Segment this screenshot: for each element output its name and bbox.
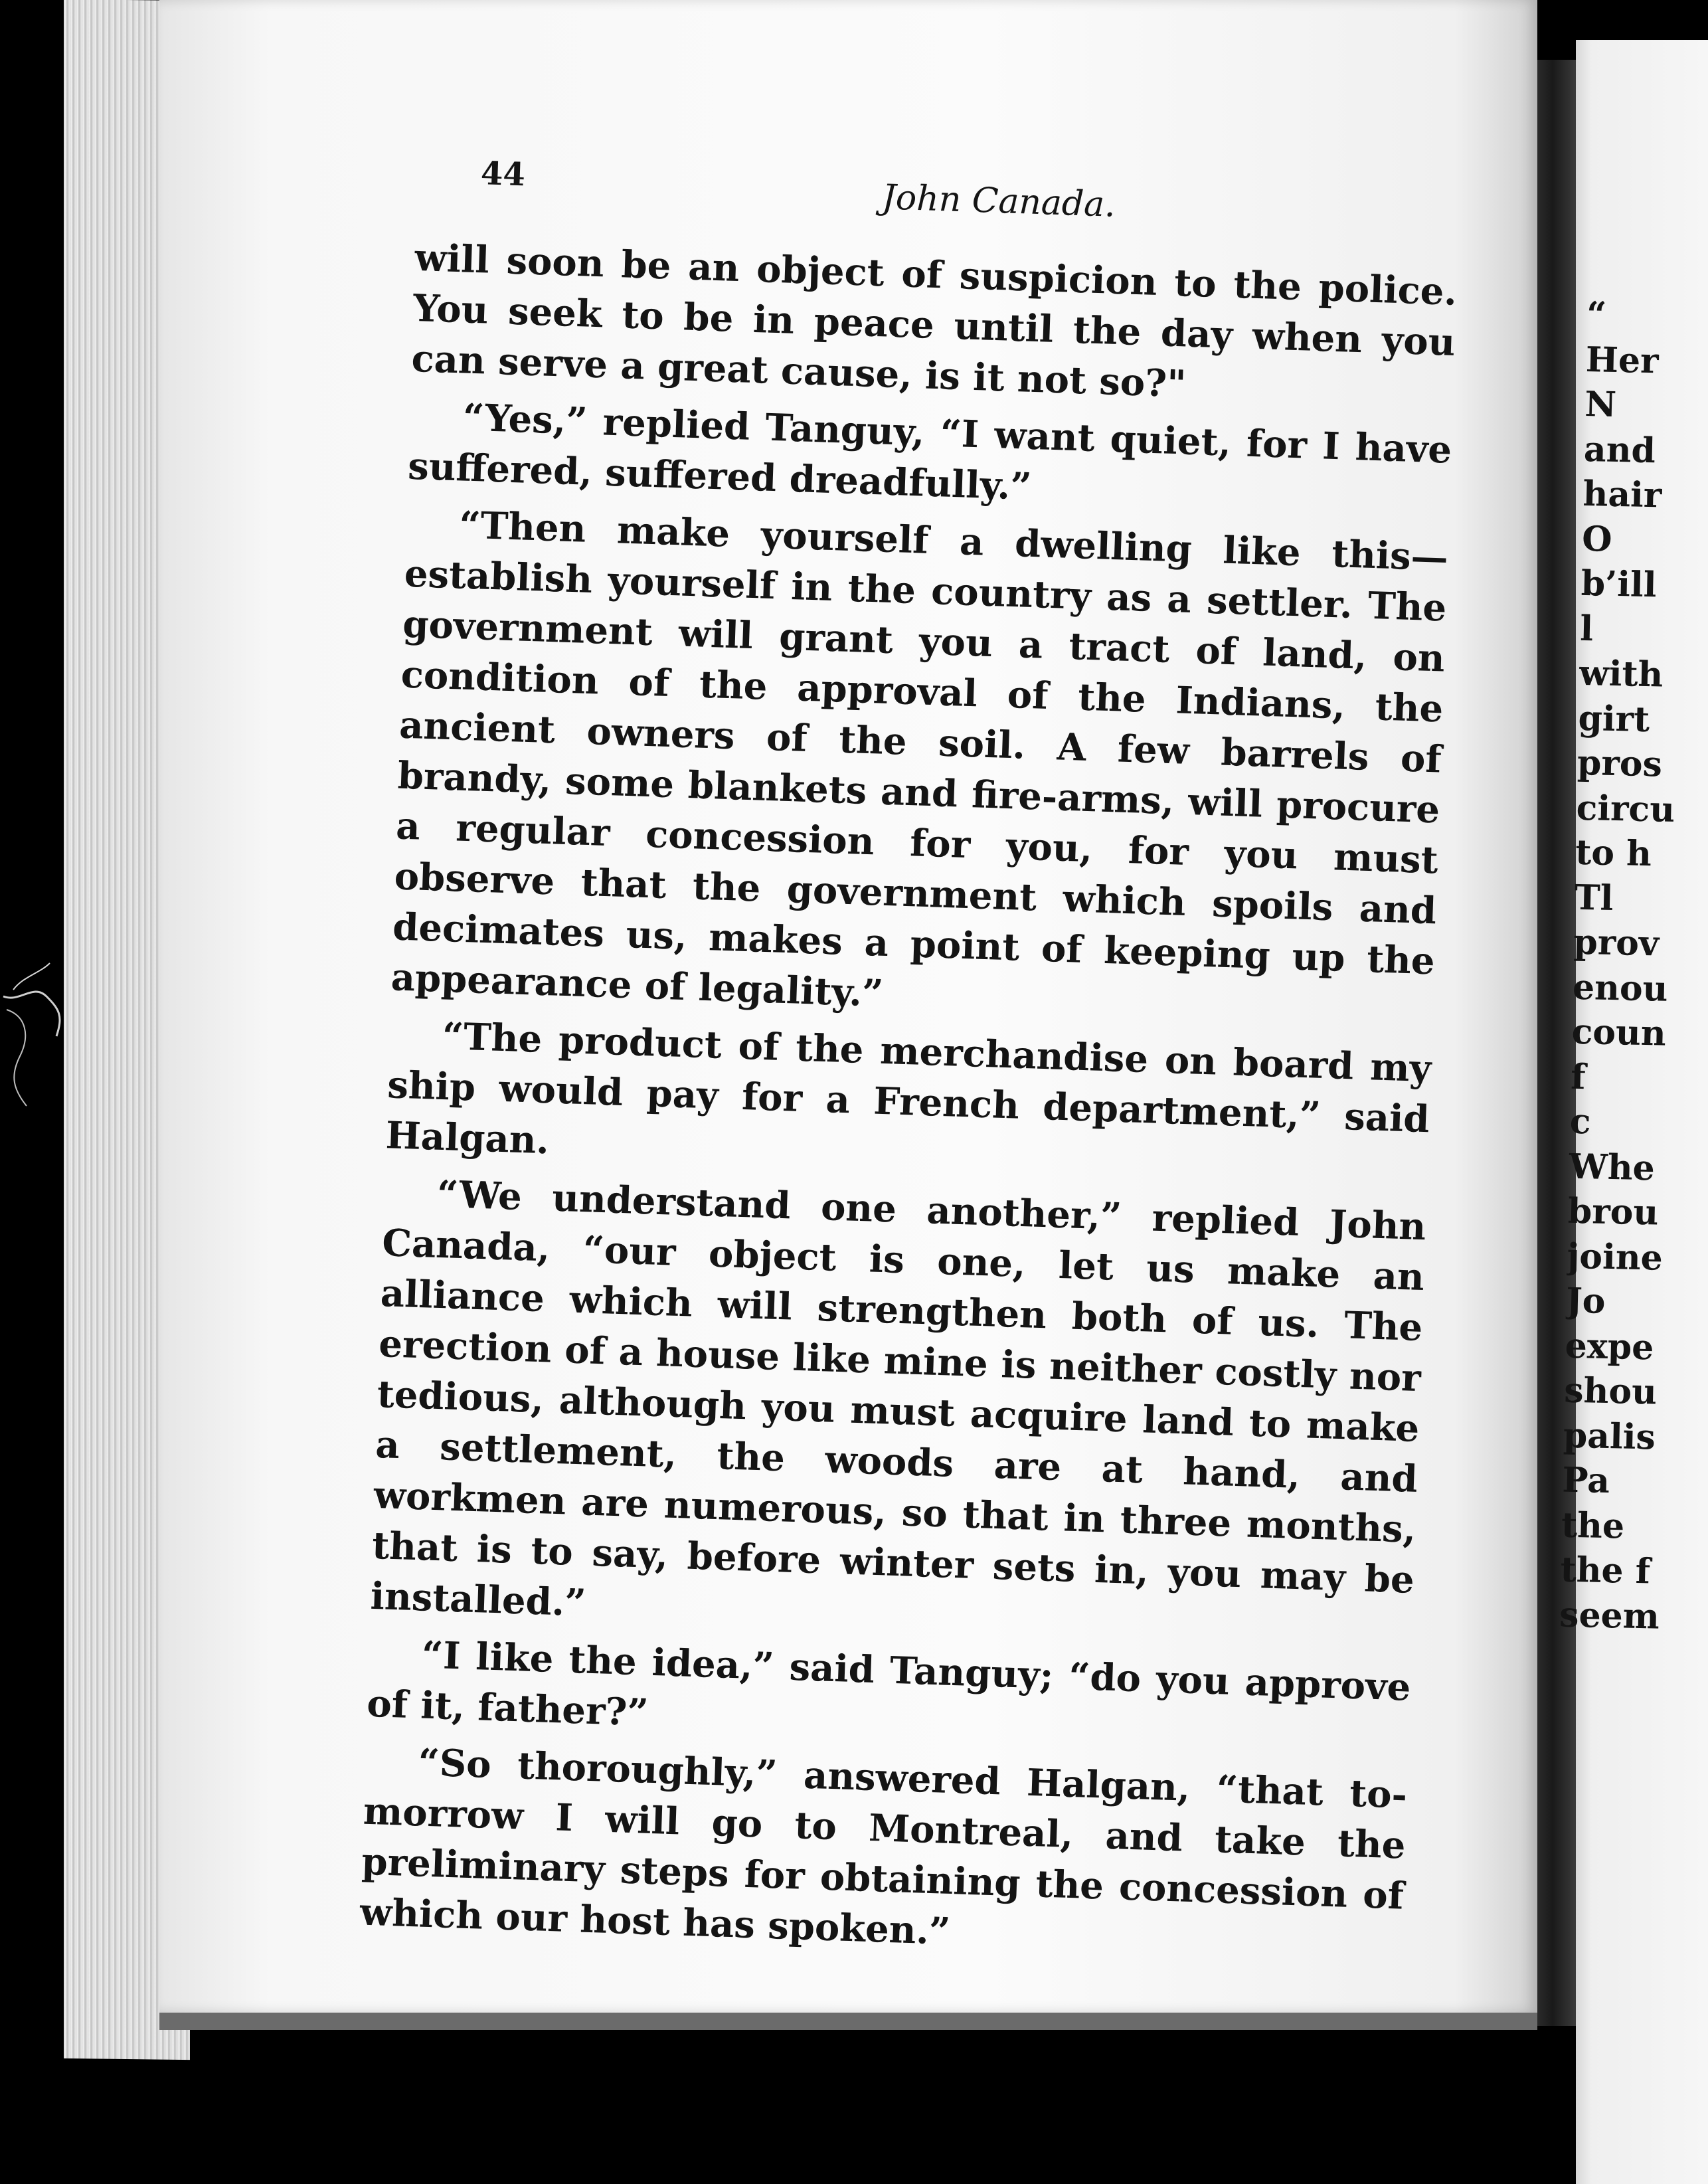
right-line: Her	[1585, 339, 1660, 381]
body-text	[359, 232, 1458, 1972]
right-line: hair	[1582, 473, 1662, 516]
paragraph-7: “So thoroughly,” answered Halgan, “that to-morrow I will go to Montreal, and take the preliminary steps for obtaining the concession of which our host has spoken.”	[359, 1740, 1408, 1954]
paragraph-1: will soon be an object of suspicion to the police. You seek to be in peace until the day when you can serve a great cause, is it not so?"	[410, 235, 1458, 407]
right-line: prov	[1573, 921, 1660, 964]
right-line: expe	[1565, 1325, 1654, 1368]
right-line: c	[1569, 1101, 1592, 1142]
right-line: N	[1584, 383, 1617, 425]
paragraph-5: “We understand one another,” replied John Canada, “our object is one, let us make an alliance which will strengthen both of us. The erection of a house like mine is neither costly nor tedious, although you must acquire land to make a settlement, the woods are at hand, and workmen are numerous, so that in three months, that is to say, before winter sets in, you may be installed.”	[369, 1172, 1427, 1625]
right-line: Tl	[1574, 877, 1614, 919]
right-line: enou	[1572, 966, 1669, 1010]
right-line: “	[1586, 294, 1607, 335]
page-number: 44	[480, 155, 526, 194]
paragraph-6: “I like the idea,” said Tanguy; “do you approve of it, father?”	[366, 1633, 1412, 1735]
right-line: and	[1583, 428, 1656, 471]
right-line: with	[1579, 652, 1664, 695]
paragraph-2: “Yes,” replied Tanguy, “I want quiet, for I have suffered, suffered dreadfully.”	[407, 395, 1453, 509]
right-line: Pa	[1561, 1459, 1610, 1502]
right-line: Jo	[1565, 1280, 1606, 1322]
right-line: brou	[1567, 1190, 1659, 1233]
right-line: O	[1581, 518, 1613, 560]
right-line: to h	[1575, 832, 1652, 875]
right-line: palis	[1563, 1415, 1656, 1458]
book-gutter	[1537, 60, 1576, 2026]
running-title: John Canada.	[881, 177, 1116, 225]
right-line: seem	[1559, 1594, 1660, 1637]
paragraph-3: “Then make yourself a dwelling like this—establish yourself in the country as a settler. The government will grant you a tract of land, on condition of the approval of the Indians, the ancient owners of the soil. A few barrels of brandy, some blankets and fire-arms, will procure a regular concession for you, for you must observe that the government which spoils and decimates us, makes a point of keeping up the appearance of legality.”	[390, 503, 1449, 1016]
right-line: girt	[1577, 697, 1650, 740]
right-line: coun	[1571, 1011, 1667, 1054]
right-line: f	[1570, 1056, 1586, 1097]
right-line: Whe	[1568, 1146, 1656, 1188]
paper-fiber-artifact	[0, 956, 73, 1109]
right-line: the f	[1560, 1549, 1651, 1592]
paragraph-4: “The product of the merchandise on board my ship would pay for a French department,” said Halgan.	[384, 1014, 1432, 1163]
right-line: joine	[1566, 1235, 1664, 1279]
right-line: b’ill	[1580, 563, 1658, 606]
right-line: the	[1561, 1504, 1625, 1547]
right-line: shou	[1563, 1370, 1658, 1413]
right-line: pros	[1577, 742, 1663, 785]
left-page-text-block	[359, 153, 1461, 1979]
right-line: l	[1579, 608, 1594, 649]
right-line: circu	[1576, 787, 1675, 830]
